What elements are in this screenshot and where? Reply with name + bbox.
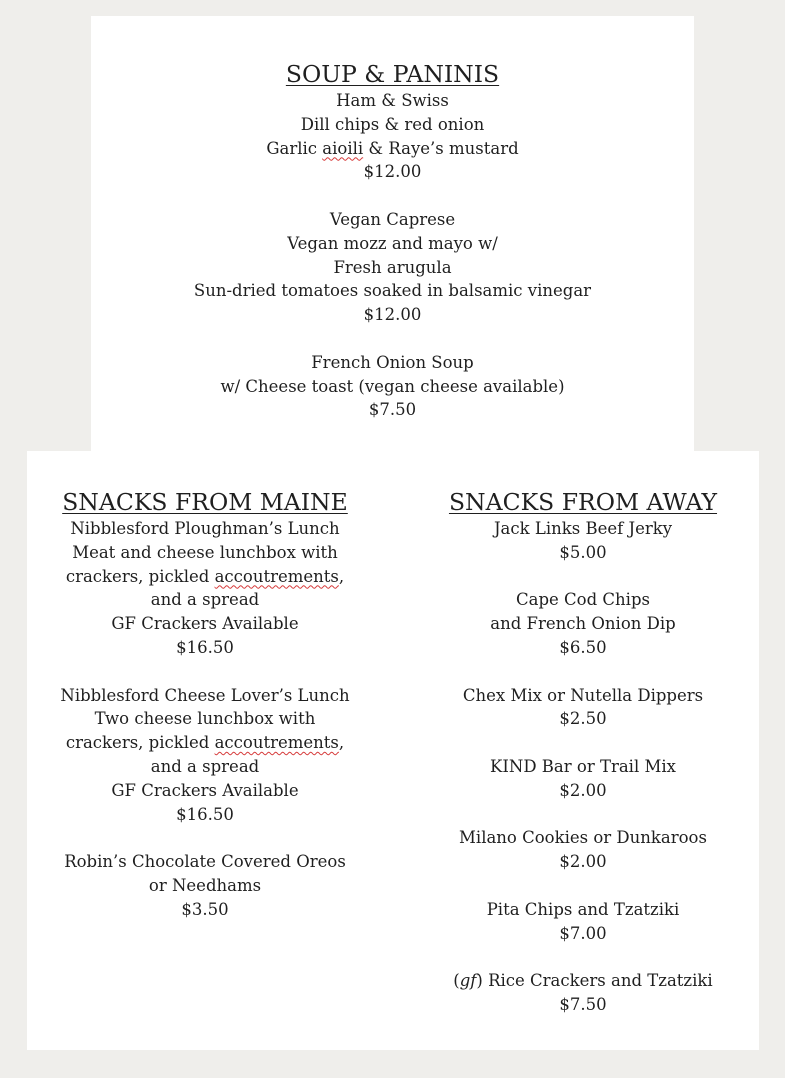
item-line-part: crackers, pickled bbox=[65, 733, 215, 753]
item-line: Meat and cheese lunchbox with bbox=[72, 542, 338, 562]
soup-paninis-section bbox=[91, 59, 694, 422]
item-price: $2.50 bbox=[559, 709, 607, 729]
item-price: $7.50 bbox=[559, 994, 607, 1014]
section-title-soup-paninis: SOUP & PANINIS bbox=[285, 60, 500, 88]
item-price: $3.50 bbox=[181, 899, 229, 919]
item-price: $2.00 bbox=[559, 852, 607, 872]
item-line: Ham & Swiss bbox=[336, 91, 449, 110]
item-price: $2.00 bbox=[559, 780, 607, 800]
item-line bbox=[30, 565, 380, 589]
item-line-part: crackers, pickled bbox=[65, 566, 215, 586]
section-title-snacks-away: SNACKS FROM AWAY bbox=[448, 488, 718, 516]
item-name: Chex Mix or Nutella Dippers bbox=[462, 685, 704, 705]
item-name: Pita Chips and Tzatziki bbox=[486, 899, 680, 919]
item-line bbox=[30, 731, 380, 755]
item-price: $7.50 bbox=[368, 400, 417, 420]
item-line-part: Garlic bbox=[266, 138, 323, 158]
menu-item-milano-cookies bbox=[410, 826, 756, 874]
item-line: Sun-dried tomatoes soaked in balsamic vinegar bbox=[193, 281, 592, 301]
item-line: and French Onion Dip bbox=[490, 614, 676, 634]
item-line: GF Crackers Available bbox=[111, 780, 299, 800]
item-price: $5.00 bbox=[559, 542, 607, 562]
menu-item-beef-jerky bbox=[410, 517, 756, 565]
spellcheck-word: aioili bbox=[322, 138, 364, 158]
item-line-part: , bbox=[338, 566, 345, 586]
item-line: GF Crackers Available bbox=[111, 614, 299, 634]
section-title-snacks-maine: SNACKS FROM MAINE bbox=[62, 488, 348, 516]
menu-item-cape-cod-chips bbox=[410, 588, 756, 659]
menu-item-french-onion-soup bbox=[91, 351, 694, 422]
item-name: KIND Bar or Trail Mix bbox=[490, 756, 676, 776]
item-price: $16.50 bbox=[176, 804, 234, 824]
item-line: Two cheese lunchbox with bbox=[94, 709, 316, 729]
spellcheck-word: accoutrements bbox=[214, 733, 339, 753]
item-line: French Onion Soup bbox=[311, 352, 474, 372]
item-line: Fresh arugula bbox=[333, 257, 452, 277]
menu-item-vegan-caprese bbox=[91, 208, 694, 327]
snacks-from-maine-section bbox=[30, 487, 380, 922]
item-line: Dill chips & red onion bbox=[300, 114, 485, 134]
item-price: $16.50 bbox=[176, 637, 234, 657]
item-line bbox=[91, 137, 694, 161]
item-line-part: ( bbox=[453, 971, 460, 991]
item-name: Cape Cod Chips bbox=[516, 590, 650, 610]
menu-item-ploughmans-lunch bbox=[30, 517, 380, 660]
menu-item-kind-bar bbox=[410, 755, 756, 803]
menu-item-rice-crackers bbox=[410, 969, 756, 1017]
spellcheck-word: accoutrements bbox=[214, 566, 339, 586]
menu-item-chex-mix bbox=[410, 684, 756, 732]
item-line: Vegan mozz and mayo w/ bbox=[287, 233, 498, 253]
item-line: and a spread bbox=[150, 590, 260, 610]
menu-item-ham-swiss bbox=[91, 89, 694, 184]
item-line: and a spread bbox=[150, 756, 260, 776]
item-line-part: ) Rice Crackers and Tzatziki bbox=[476, 971, 713, 991]
item-line-part: & Raye’s mustard bbox=[363, 138, 519, 158]
item-name: Nibblesford Ploughman’s Lunch bbox=[70, 519, 340, 538]
item-name: Nibblesford Cheese Lover’s Lunch bbox=[60, 685, 350, 705]
item-name: Milano Cookies or Dunkaroos bbox=[459, 828, 707, 848]
gf-label: gf bbox=[459, 971, 477, 991]
item-line: w/ Cheese toast (vegan cheese available) bbox=[220, 376, 565, 396]
item-line-part: , bbox=[338, 733, 345, 753]
item-line: Vegan Caprese bbox=[329, 209, 456, 229]
menu-item-pita-chips bbox=[410, 898, 756, 946]
item-price: $7.00 bbox=[559, 923, 607, 943]
snacks-from-away-section bbox=[410, 487, 756, 1017]
item-name: Robin’s Chocolate Covered Oreos bbox=[64, 852, 346, 872]
item-name bbox=[410, 969, 756, 993]
item-price: $12.00 bbox=[363, 305, 422, 325]
menu-item-chocolate-oreos bbox=[30, 850, 380, 921]
item-name: Jack Links Beef Jerky bbox=[493, 519, 673, 538]
item-price: $6.50 bbox=[559, 637, 607, 657]
menu-item-cheese-lovers-lunch bbox=[30, 684, 380, 827]
item-line: or Needhams bbox=[148, 875, 262, 895]
item-price: $12.00 bbox=[363, 162, 422, 182]
